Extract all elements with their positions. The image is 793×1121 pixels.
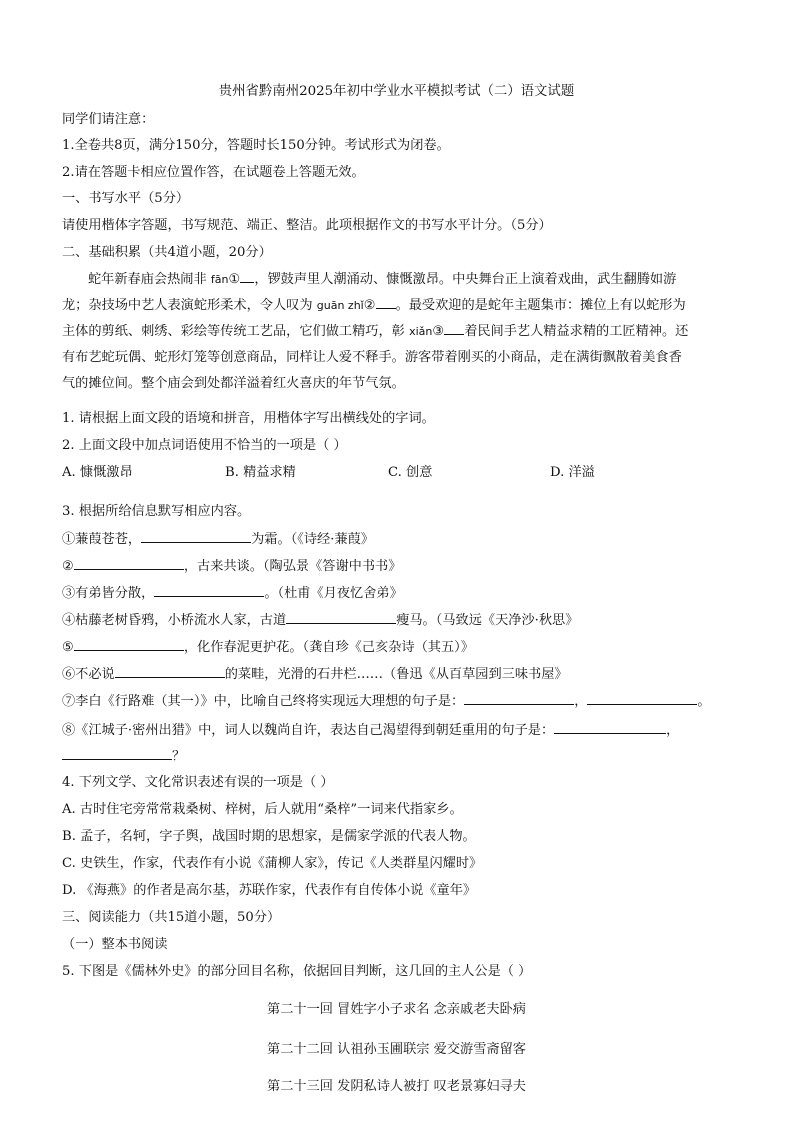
recite-item-8-cont: ？: [62, 745, 185, 767]
passage: [62, 267, 738, 397]
answer-blank-3[interactable]: [444, 320, 464, 335]
section2-heading: 二、基础积累（共4道小题，20分）: [62, 245, 272, 260]
q4-option-a[interactable]: A. 古时住宅旁常常栽桑树、梓树，后人就用“桑梓”一词来代指家乡。: [62, 802, 463, 817]
passage-line-2: 龙；杂技场中艺人表演蛇形柔术，令人叹为 guān zhǐ② 。最受欢迎的是蛇年主题集市：摊位上有以蛇形为: [62, 293, 738, 319]
chapter-title-21: 第二十一回 冒姓字小子求名 念亲戚老夫卧病: [267, 1002, 526, 1017]
answer-blank-1[interactable]: [240, 268, 254, 283]
recite-item-2: ② ，古来共谈。（陶弘景《答谢中书书》: [62, 555, 401, 577]
section3-heading: 三、阅读能力（共15道小题，50分）: [62, 910, 281, 925]
question-4: 4. 下列文学、文化常识表述有误的一项是（ ）: [62, 775, 334, 790]
question-5: 5. 下图是《儒林外史》的部分回目名称，依据回目判断，这几回的主人公是（ ）: [62, 964, 532, 979]
recite-item-3: ③有弟皆分散， 。（杜甫《月夜忆舍弟》: [62, 582, 403, 604]
chapter-title-23: 第二十三回 发阴私诗人被打 叹老景寡妇寻夫: [267, 1079, 526, 1094]
blank-marker-2: ②: [363, 298, 376, 313]
recite-blank-5[interactable]: [74, 636, 184, 651]
question-3: 3. 根据所给信息默写相应内容。: [62, 504, 251, 519]
section3-sub1: （一）整本书阅读: [62, 937, 168, 952]
q4-option-c[interactable]: C. 史铁生，作家，代表作有小说《蒲柳人家》，传记《人类群星闪耀时》: [62, 856, 483, 871]
notice-item-1: 1.全卷共8页，满分150分，答题时长150分钟。考试形式为闭卷。: [62, 138, 450, 153]
q2-option-a[interactable]: A. 慷慨激昂: [62, 465, 133, 480]
recite-item-6: ⑥不必说 的菜畦，光滑的石井栏……（鲁迅《从百草园到三味书屋》: [62, 663, 568, 685]
q2-option-c[interactable]: C. 创意: [388, 465, 433, 480]
q2-option-d[interactable]: D. 洋溢: [550, 465, 595, 480]
recite-blank-2[interactable]: [74, 555, 184, 570]
chapter-title-22: 第二十二回 认祖孙玉圃联宗 爱交游雪斋留客: [267, 1042, 526, 1057]
blank-marker-3: ③: [432, 324, 445, 339]
pinyin-1: fān: [210, 273, 229, 286]
passage-line-1: 蛇年新春庙会热闹非 fān① ，锣鼓声里人潮涌动、慷慨激昂。中央舞台正上演着戏曲，武生翻腾如游: [62, 267, 738, 293]
recite-item-1: ①蒹葭苍苍， 为霜。（《诗经·蒹葭》: [62, 528, 374, 550]
section1-heading: 一、书写水平（5分）: [62, 191, 190, 206]
recite-item-8: ⑧《江城子·密州出猎》中，词人以魏尚自许，表达自己渴望得到朝廷重用的句子是： ，: [62, 719, 679, 741]
recite-item-5: ⑤ ，化作春泥更护花。（龚自珍《己亥杂诗（其五）》: [62, 636, 474, 658]
recite-blank-7a[interactable]: [464, 690, 574, 705]
pinyin-2: guān zhǐ: [316, 299, 364, 312]
page-title: 贵州省黔南州2025年初中学业水平模拟考试（二）语文试题: [218, 84, 575, 99]
recite-item-7: ⑦李白《行路难（其一）》中，比喻自己终将实现远大理想的句子是： ， 。: [62, 690, 711, 712]
recite-blank-6[interactable]: [115, 663, 225, 678]
passage-line-5: 气的摊位间。整个庙会到处都洋溢着红火喜庆的年节气氛。: [62, 376, 405, 391]
recite-item-4: ④枯藤老树昏鸦，小桥流水人家，古道 瘦马。（马致远《天净沙·秋思》: [62, 609, 578, 631]
question-2: 2. 上面文段中加点词语使用不恰当的一项是（ ）: [62, 438, 347, 453]
passage-line-4: 有布艺蛇玩偶、蛇形灯笼等创意商品，同样让人爱不释手。游客带着刚买的小商品，走在满街飘散着美食香: [62, 350, 682, 365]
question-1: 1. 请根据上面文段的语境和拼音，用楷体字写出横线处的字词。: [62, 411, 435, 426]
pinyin-3: xiǎn: [409, 325, 433, 338]
section1-text: 请使用楷体字答题，书写规范、端正、整洁。此项根据作文的书写水平计分。（5分）: [62, 218, 552, 233]
q4-option-b[interactable]: B. 孟子，名轲，字子舆，战国时期的思想家，是儒家学派的代表人物。: [62, 829, 476, 844]
q2-option-b[interactable]: B. 精益求精: [225, 465, 296, 480]
recite-blank-1[interactable]: [141, 528, 251, 543]
recite-blank-3[interactable]: [154, 582, 264, 597]
notice-heading: 同学们请注意：: [62, 112, 155, 127]
recite-blank-4[interactable]: [286, 609, 396, 624]
recite-blank-8a[interactable]: [554, 719, 666, 734]
blank-marker-1: ①: [228, 272, 241, 287]
passage-line-3: 主体的剪纸、刺绣、彩绘等传统工艺品，它们做工精巧，彰 xiǎn③ 着民间手艺人精益求精的工匠精神。还: [62, 319, 738, 345]
q4-option-d[interactable]: D. 《海燕》的作者是高尔基，苏联作家，代表作有自传体小说《童年》: [62, 883, 477, 898]
recite-blank-8b[interactable]: [62, 745, 172, 760]
notice-item-2: 2.请在答题卡相应位置作答，在试题卷上答题无效。: [62, 165, 365, 180]
recite-blank-7b[interactable]: [587, 690, 697, 705]
answer-blank-2[interactable]: [376, 294, 396, 309]
